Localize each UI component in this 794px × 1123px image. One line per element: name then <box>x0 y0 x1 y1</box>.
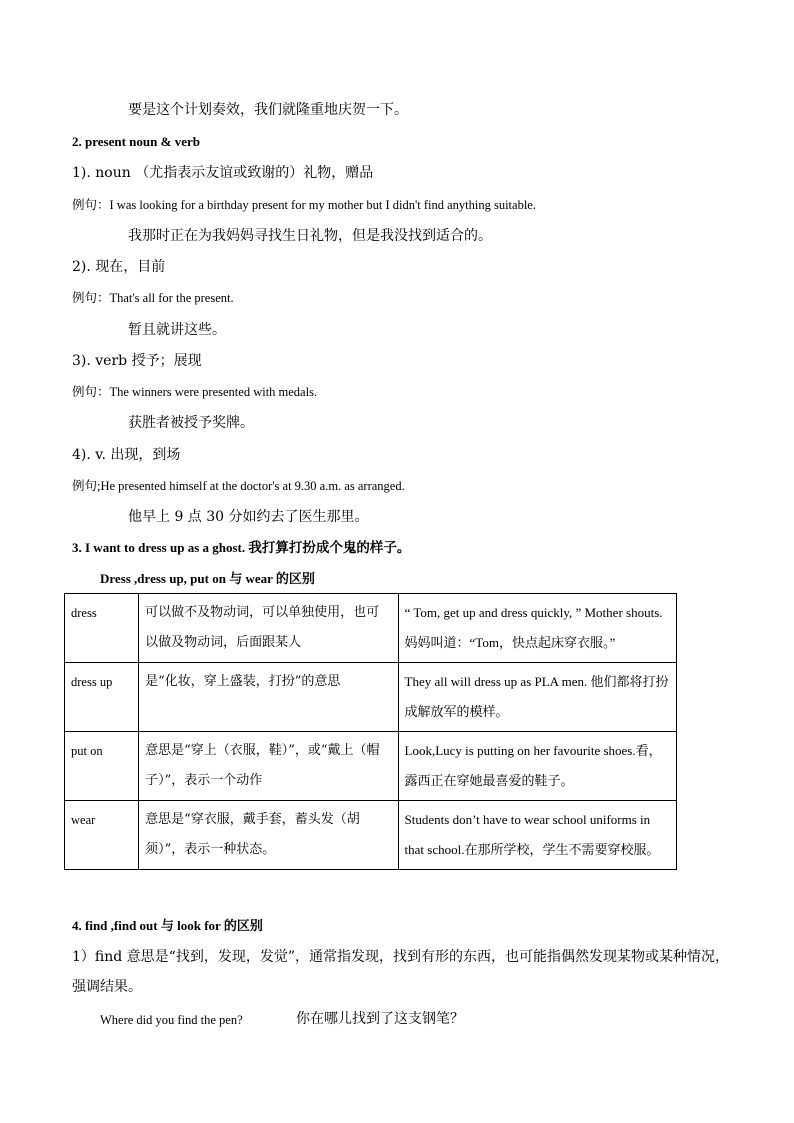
translation-3: 获胜者被授予奖牌。 <box>128 415 254 431</box>
term-cell: put on <box>65 732 139 801</box>
example-cell: They all will dress up as PLA men. 他们都将打扮成解放军的模样。 <box>398 663 676 732</box>
heading-english: 3. I want to dress up as a ghost. <box>72 540 246 555</box>
table-row <box>65 732 677 801</box>
sense-2: 2). 现在，目前 <box>72 259 166 275</box>
comparison-table <box>64 593 677 870</box>
translation-4: 他早上 9 点 30 分如约去了医生那里。 <box>128 509 369 525</box>
example-5-chinese: 你在哪儿找到了这支钢笔？ <box>296 1011 464 1027</box>
section-heading-dress-up <box>72 539 410 557</box>
term-cell: dress <box>65 594 139 663</box>
meaning-cell: 是“化妆，穿上盛装，打扮”的意思 <box>139 663 398 732</box>
example-cell: “ Tom, get up and dress quickly, ” Mother shouts. 妈妈叫道：“Tom，快点起床穿衣服。” <box>398 594 676 663</box>
term-cell: dress up <box>65 663 139 732</box>
section-heading-present: 2. present noun & verb <box>72 134 200 149</box>
example-cell: Look,Lucy is putting on her favourite shoes.看，露西正在穿她最喜爱的鞋子。 <box>398 732 676 801</box>
sense-3: 3). verb 授予；展现 <box>72 353 202 369</box>
translation-1: 我那时正在为我妈妈寻找生日礼物，但是我没找到适合的。 <box>128 228 492 244</box>
find-explanation: 1）find 意思是“找到，发现，发觉”，通常指发现，找到有形的东西，也可能指偶然发现某物或某种情况，强调结果。 <box>72 949 729 995</box>
sense-4: 4). v. 出现，到场 <box>72 447 181 463</box>
meaning-cell: 意思是“穿上（衣服，鞋）”，或“戴上（帽子）”，表示一个动作 <box>139 732 398 801</box>
meaning-cell: 意思是“穿衣服，戴手套，蓄头发（胡须）”，表示一种状态。 <box>139 801 398 870</box>
example-cell: Students don’t have to wear school uniforms in that school.在那所学校，学生不需要穿校服。 <box>398 801 676 870</box>
meaning-cell: 可以做不及物动词，可以单独使用，也可以做及物动词，后面跟某人 <box>139 594 398 663</box>
sense-1: 1). noun （尤指表示友谊或致谢的）礼物，赠品 <box>72 165 374 181</box>
example-4: 例句;He presented himself at the doctor's at 9.30 a.m. as arranged. <box>72 479 405 493</box>
translation-line: 要是这个计划奏效，我们就隆重地庆贺一下。 <box>128 102 408 118</box>
table-row <box>65 663 677 732</box>
example-2: 例句：That's all for the present. <box>72 291 234 305</box>
table-row <box>65 801 677 870</box>
example-1: 例句：I was looking for a birthday present for my mother but I didn't find anything suitable. <box>72 198 536 212</box>
section-heading-find: 4. find ,find out 与 look for 的区别 <box>72 918 263 933</box>
example-3: 例句：The winners were presented with medals. <box>72 385 318 399</box>
term-cell: wear <box>65 801 139 870</box>
translation-2: 暂且就讲这些。 <box>128 322 226 338</box>
table-row <box>65 594 677 663</box>
heading-chinese: 我打算打扮成个鬼的样子。 <box>248 540 411 556</box>
example-5-english: Where did you find the pen? <box>100 1013 243 1027</box>
table-caption: Dress ,dress up, put on 与 wear 的区别 <box>100 571 315 586</box>
